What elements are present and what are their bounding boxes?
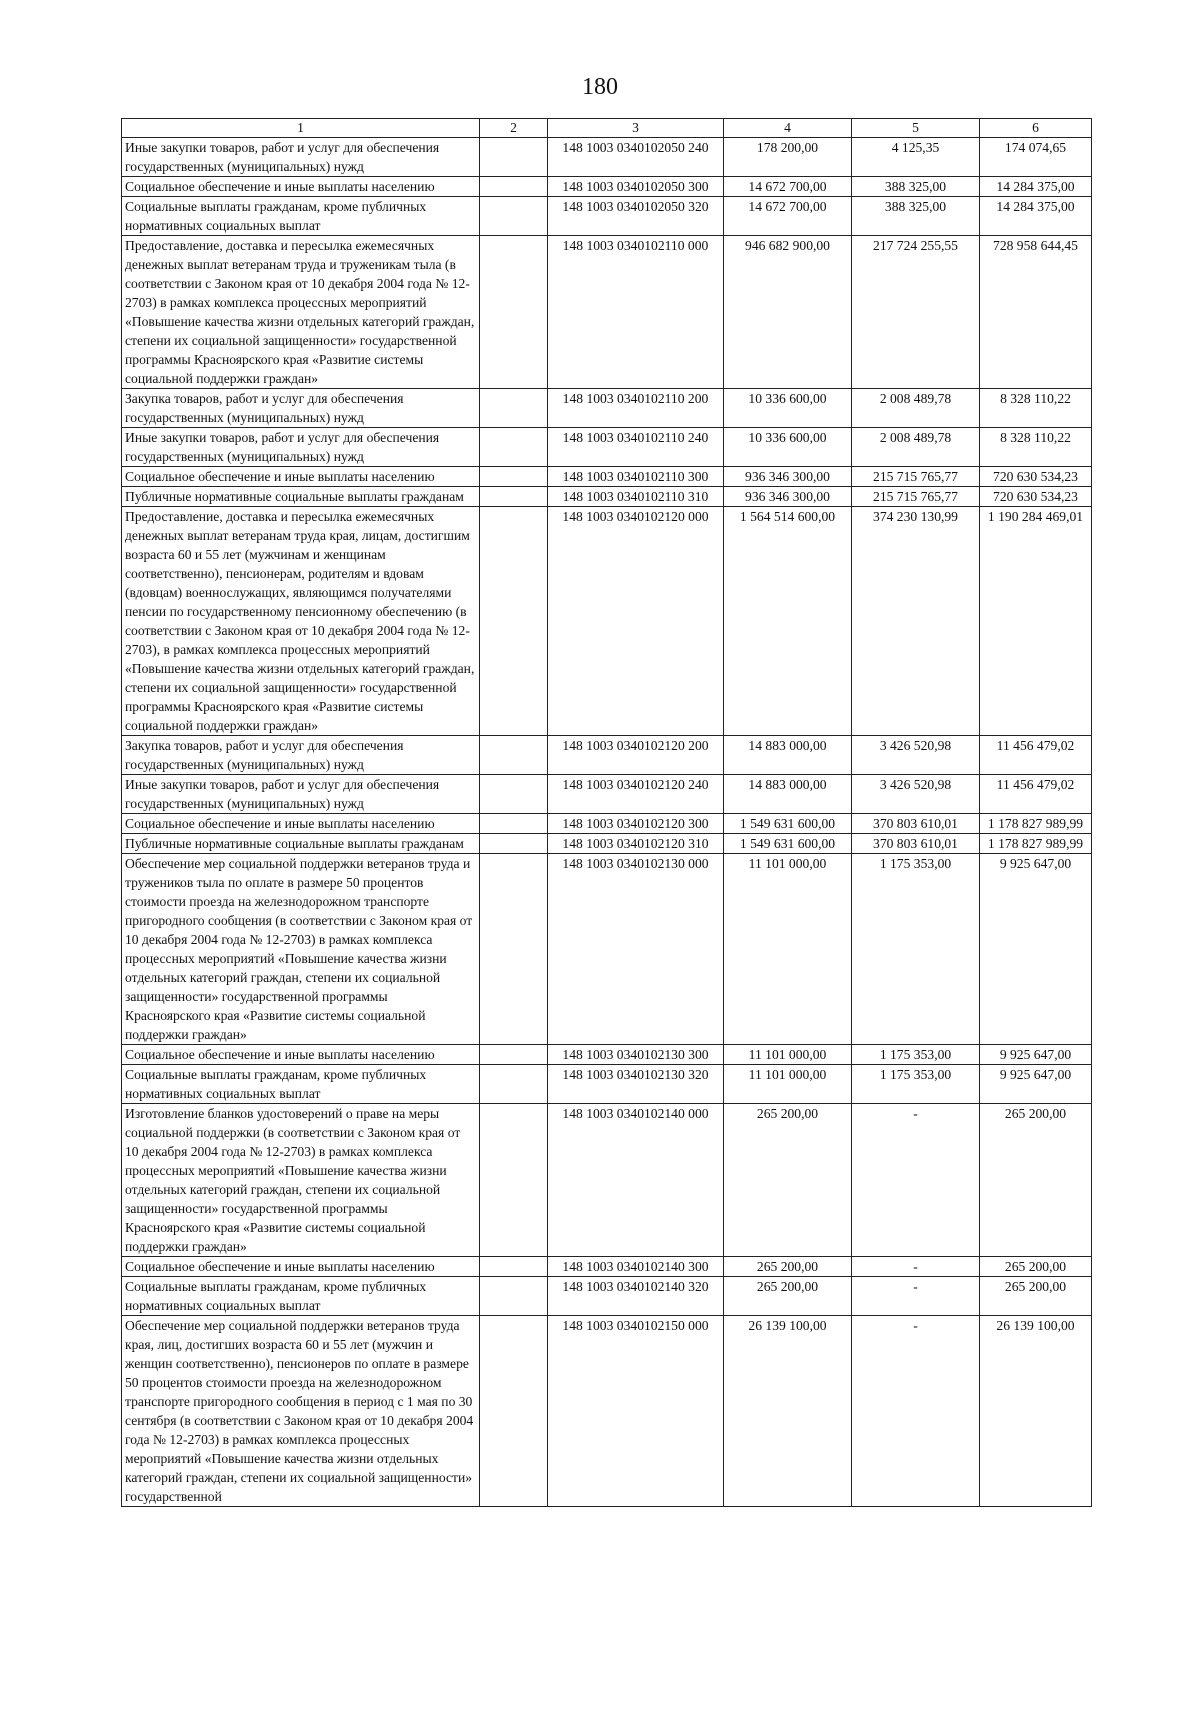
table-row <box>122 507 1092 736</box>
budget-code-cell: 148 1003 0340102140 000 <box>548 1104 724 1257</box>
item-name-cell: Предоставление, доставка и пересылка ежемесячных денежных выплат ветеранам труда края, лицам, достигшим возраста 60 и 55 лет (мужчинам и женщинам соответственно), пенсионерам, родителям и вдовам (вдовцам) военнослужащих, являющимся получателями пенсии по государственному пенсионному обеспечению (в соответствии с Законом края от 10 декабря 2004 года № 12-2703), в рамках комплекса процессных мероприятий «Повышение качества жизни отдельных категорий граждан, степени их социальной защищенности» государственной программы Красноярского края «Развитие системы социальной поддержки граждан» <box>122 507 480 736</box>
budget-code-cell: 148 1003 0340102050 300 <box>548 177 724 197</box>
amount-executed-cell: 217 724 255,55 <box>852 236 980 389</box>
amount-executed-cell: 215 715 765,77 <box>852 467 980 487</box>
amount-approved-cell: 946 682 900,00 <box>724 236 852 389</box>
amount-remaining-cell: 728 958 644,45 <box>980 236 1092 389</box>
amount-approved-cell: 265 200,00 <box>724 1257 852 1277</box>
table-row <box>122 177 1092 197</box>
item-name-cell: Обеспечение мер социальной поддержки ветеранов труда и тружеников тыла по оплате в размере 50 процентов стоимости проезда на железнодорожном транспорте пригородного сообщения (в соответствии с Законом края от 10 декабря 2004 года № 12-2703) в рамках комплекса процессных мероприятий «Повышение качества жизни отдельных категорий граждан, степени их социальной защищенности» государственной программы Красноярского края «Развитие системы социальной поддержки граждан» <box>122 854 480 1045</box>
column-2-cell <box>480 487 548 507</box>
amount-approved-cell: 936 346 300,00 <box>724 467 852 487</box>
item-name-cell: Социальное обеспечение и иные выплаты населению <box>122 1045 480 1065</box>
table-body <box>122 138 1092 1507</box>
column-2-cell <box>480 389 548 428</box>
amount-approved-cell: 10 336 600,00 <box>724 389 852 428</box>
item-name-cell: Социальное обеспечение и иные выплаты населению <box>122 177 480 197</box>
amount-approved-cell: 14 672 700,00 <box>724 177 852 197</box>
item-name-cell: Предоставление, доставка и пересылка ежемесячных денежных выплат ветеранам труда и труженикам тыла (в соответствии с Законом края от 10 декабря 2004 года № 12-2703) в рамках комплекса процессных мероприятий «Повышение качества жизни отдельных категорий граждан, степени их социальной защищенности» государственной программы Красноярского края «Развитие системы социальной поддержки граждан» <box>122 236 480 389</box>
amount-remaining-cell: 9 925 647,00 <box>980 854 1092 1045</box>
amount-executed-cell: 2 008 489,78 <box>852 389 980 428</box>
page-number: 180 <box>582 74 618 100</box>
table-row <box>122 389 1092 428</box>
amount-approved-cell: 26 139 100,00 <box>724 1316 852 1507</box>
item-name-cell: Социальное обеспечение и иные выплаты населению <box>122 467 480 487</box>
item-name-cell: Иные закупки товаров, работ и услуг для обеспечения государственных (муниципальных) нужд <box>122 428 480 467</box>
item-name-cell: Социальные выплаты гражданам, кроме публичных нормативных социальных выплат <box>122 197 480 236</box>
amount-executed-cell: 1 175 353,00 <box>852 1045 980 1065</box>
budget-code-cell: 148 1003 0340102130 320 <box>548 1065 724 1104</box>
budget-code-cell: 148 1003 0340102120 300 <box>548 814 724 834</box>
amount-executed-cell: 2 008 489,78 <box>852 428 980 467</box>
amount-executed-cell: 388 325,00 <box>852 177 980 197</box>
item-name-cell: Социальные выплаты гражданам, кроме публичных нормативных социальных выплат <box>122 1065 480 1104</box>
amount-approved-cell: 14 883 000,00 <box>724 775 852 814</box>
item-name-cell: Социальное обеспечение и иные выплаты населению <box>122 1257 480 1277</box>
budget-code-cell: 148 1003 0340102050 240 <box>548 138 724 177</box>
amount-approved-cell: 265 200,00 <box>724 1104 852 1257</box>
column-2-cell <box>480 1104 548 1257</box>
item-name-cell: Обеспечение мер социальной поддержки ветеранов труда края, лиц, достигших возраста 60 и 55 лет (мужчин и женщин соответственно), пенсионеров по оплате в размере 50 процентов стоимости проезда на железнодорожном транспорте пригородного сообщения в период с 1 мая по 30 сентября (в соответствии с Законом края от 10 декабря 2004 года № 12-2703) в рамках комплекса процессных мероприятий «Повышение качества жизни отдельных категорий граждан, степени их социальной защищенности» государственной <box>122 1316 480 1507</box>
amount-approved-cell: 1 564 514 600,00 <box>724 507 852 736</box>
amount-remaining-cell: 1 178 827 989,99 <box>980 814 1092 834</box>
amount-remaining-cell: 14 284 375,00 <box>980 177 1092 197</box>
column-header: 6 <box>980 119 1092 138</box>
column-2-cell <box>480 138 548 177</box>
table-row <box>122 138 1092 177</box>
column-2-cell <box>480 854 548 1045</box>
item-name-cell: Социальное обеспечение и иные выплаты населению <box>122 814 480 834</box>
amount-executed-cell: 370 803 610,01 <box>852 814 980 834</box>
amount-approved-cell: 11 101 000,00 <box>724 854 852 1045</box>
amount-remaining-cell: 265 200,00 <box>980 1104 1092 1257</box>
amount-remaining-cell: 1 190 284 469,01 <box>980 507 1092 736</box>
budget-code-cell: 148 1003 0340102140 320 <box>548 1277 724 1316</box>
column-2-cell <box>480 1065 548 1104</box>
column-header: 1 <box>122 119 480 138</box>
budget-code-cell: 148 1003 0340102140 300 <box>548 1257 724 1277</box>
item-name-cell: Закупка товаров, работ и услуг для обеспечения государственных (муниципальных) нужд <box>122 736 480 775</box>
amount-remaining-cell: 26 139 100,00 <box>980 1316 1092 1507</box>
column-2-cell <box>480 1277 548 1316</box>
budget-code-cell: 148 1003 0340102150 000 <box>548 1316 724 1507</box>
amount-remaining-cell: 1 178 827 989,99 <box>980 834 1092 854</box>
amount-remaining-cell: 720 630 534,23 <box>980 467 1092 487</box>
amount-executed-cell: 1 175 353,00 <box>852 854 980 1045</box>
column-header: 4 <box>724 119 852 138</box>
amount-approved-cell: 14 672 700,00 <box>724 197 852 236</box>
column-2-cell <box>480 428 548 467</box>
amount-executed-cell: 370 803 610,01 <box>852 834 980 854</box>
table-row <box>122 197 1092 236</box>
amount-approved-cell: 11 101 000,00 <box>724 1065 852 1104</box>
table-row <box>122 775 1092 814</box>
budget-code-cell: 148 1003 0340102110 200 <box>548 389 724 428</box>
amount-remaining-cell: 720 630 534,23 <box>980 487 1092 507</box>
amount-remaining-cell: 8 328 110,22 <box>980 428 1092 467</box>
table-row <box>122 1045 1092 1065</box>
item-name-cell: Публичные нормативные социальные выплаты гражданам <box>122 487 480 507</box>
item-name-cell: Иные закупки товаров, работ и услуг для обеспечения государственных (муниципальных) нужд <box>122 138 480 177</box>
budget-code-cell: 148 1003 0340102110 000 <box>548 236 724 389</box>
amount-approved-cell: 11 101 000,00 <box>724 1045 852 1065</box>
column-2-cell <box>480 177 548 197</box>
table-row <box>122 854 1092 1045</box>
column-2-cell <box>480 1045 548 1065</box>
column-2-cell <box>480 775 548 814</box>
budget-code-cell: 148 1003 0340102110 300 <box>548 467 724 487</box>
amount-remaining-cell: 8 328 110,22 <box>980 389 1092 428</box>
amount-executed-cell: 374 230 130,99 <box>852 507 980 736</box>
table-row <box>122 834 1092 854</box>
budget-code-cell: 148 1003 0340102120 200 <box>548 736 724 775</box>
amount-executed-cell: 4 125,35 <box>852 138 980 177</box>
item-name-cell: Социальные выплаты гражданам, кроме публичных нормативных социальных выплат <box>122 1277 480 1316</box>
amount-remaining-cell: 174 074,65 <box>980 138 1092 177</box>
amount-approved-cell: 1 549 631 600,00 <box>724 834 852 854</box>
amount-executed-cell: 3 426 520,98 <box>852 736 980 775</box>
amount-executed-cell: 215 715 765,77 <box>852 487 980 507</box>
budget-table <box>121 118 1092 1507</box>
table-row <box>122 236 1092 389</box>
column-2-cell <box>480 834 548 854</box>
header-row <box>122 119 1092 138</box>
table-row <box>122 1277 1092 1316</box>
amount-remaining-cell: 14 284 375,00 <box>980 197 1092 236</box>
amount-remaining-cell: 11 456 479,02 <box>980 736 1092 775</box>
table-row <box>122 814 1092 834</box>
column-2-cell <box>480 1316 548 1507</box>
column-2-cell <box>480 467 548 487</box>
amount-approved-cell: 14 883 000,00 <box>724 736 852 775</box>
table-row <box>122 1257 1092 1277</box>
table-row <box>122 1316 1092 1507</box>
table-row <box>122 736 1092 775</box>
amount-executed-cell: - <box>852 1257 980 1277</box>
budget-code-cell: 148 1003 0340102050 320 <box>548 197 724 236</box>
budget-code-cell: 148 1003 0340102120 240 <box>548 775 724 814</box>
table-row <box>122 467 1092 487</box>
budget-code-cell: 148 1003 0340102110 240 <box>548 428 724 467</box>
amount-executed-cell: - <box>852 1316 980 1507</box>
amount-executed-cell: 3 426 520,98 <box>852 775 980 814</box>
amount-approved-cell: 10 336 600,00 <box>724 428 852 467</box>
column-2-cell <box>480 1257 548 1277</box>
amount-remaining-cell: 11 456 479,02 <box>980 775 1092 814</box>
amount-executed-cell: 1 175 353,00 <box>852 1065 980 1104</box>
table-row <box>122 428 1092 467</box>
amount-remaining-cell: 265 200,00 <box>980 1277 1092 1316</box>
budget-code-cell: 148 1003 0340102120 310 <box>548 834 724 854</box>
amount-remaining-cell: 9 925 647,00 <box>980 1045 1092 1065</box>
column-2-cell <box>480 236 548 389</box>
column-header: 3 <box>548 119 724 138</box>
amount-approved-cell: 1 549 631 600,00 <box>724 814 852 834</box>
amount-approved-cell: 936 346 300,00 <box>724 487 852 507</box>
amount-approved-cell: 178 200,00 <box>724 138 852 177</box>
item-name-cell: Закупка товаров, работ и услуг для обеспечения государственных (муниципальных) нужд <box>122 389 480 428</box>
amount-executed-cell: - <box>852 1277 980 1316</box>
amount-executed-cell: 388 325,00 <box>852 197 980 236</box>
item-name-cell: Изготовление бланков удостоверений о праве на меры социальной поддержки (в соответствии с Законом края от 10 декабря 2004 года № 12-2703) в рамках комплекса процессных мероприятий «Повышение качества жизни отдельных категорий граждан, степени их социальной защищенности» государственной программы Красноярского края «Развитие системы социальной поддержки граждан» <box>122 1104 480 1257</box>
item-name-cell: Публичные нормативные социальные выплаты гражданам <box>122 834 480 854</box>
table-row <box>122 1065 1092 1104</box>
budget-code-cell: 148 1003 0340102130 000 <box>548 854 724 1045</box>
column-2-cell <box>480 507 548 736</box>
table-row <box>122 1104 1092 1257</box>
column-header: 5 <box>852 119 980 138</box>
column-header: 2 <box>480 119 548 138</box>
amount-remaining-cell: 9 925 647,00 <box>980 1065 1092 1104</box>
budget-code-cell: 148 1003 0340102110 310 <box>548 487 724 507</box>
budget-code-cell: 148 1003 0340102130 300 <box>548 1045 724 1065</box>
amount-remaining-cell: 265 200,00 <box>980 1257 1092 1277</box>
column-2-cell <box>480 814 548 834</box>
amount-approved-cell: 265 200,00 <box>724 1277 852 1316</box>
item-name-cell: Иные закупки товаров, работ и услуг для обеспечения государственных (муниципальных) нужд <box>122 775 480 814</box>
column-2-cell <box>480 736 548 775</box>
table-row <box>122 487 1092 507</box>
column-2-cell <box>480 197 548 236</box>
budget-code-cell: 148 1003 0340102120 000 <box>548 507 724 736</box>
amount-executed-cell: - <box>852 1104 980 1257</box>
